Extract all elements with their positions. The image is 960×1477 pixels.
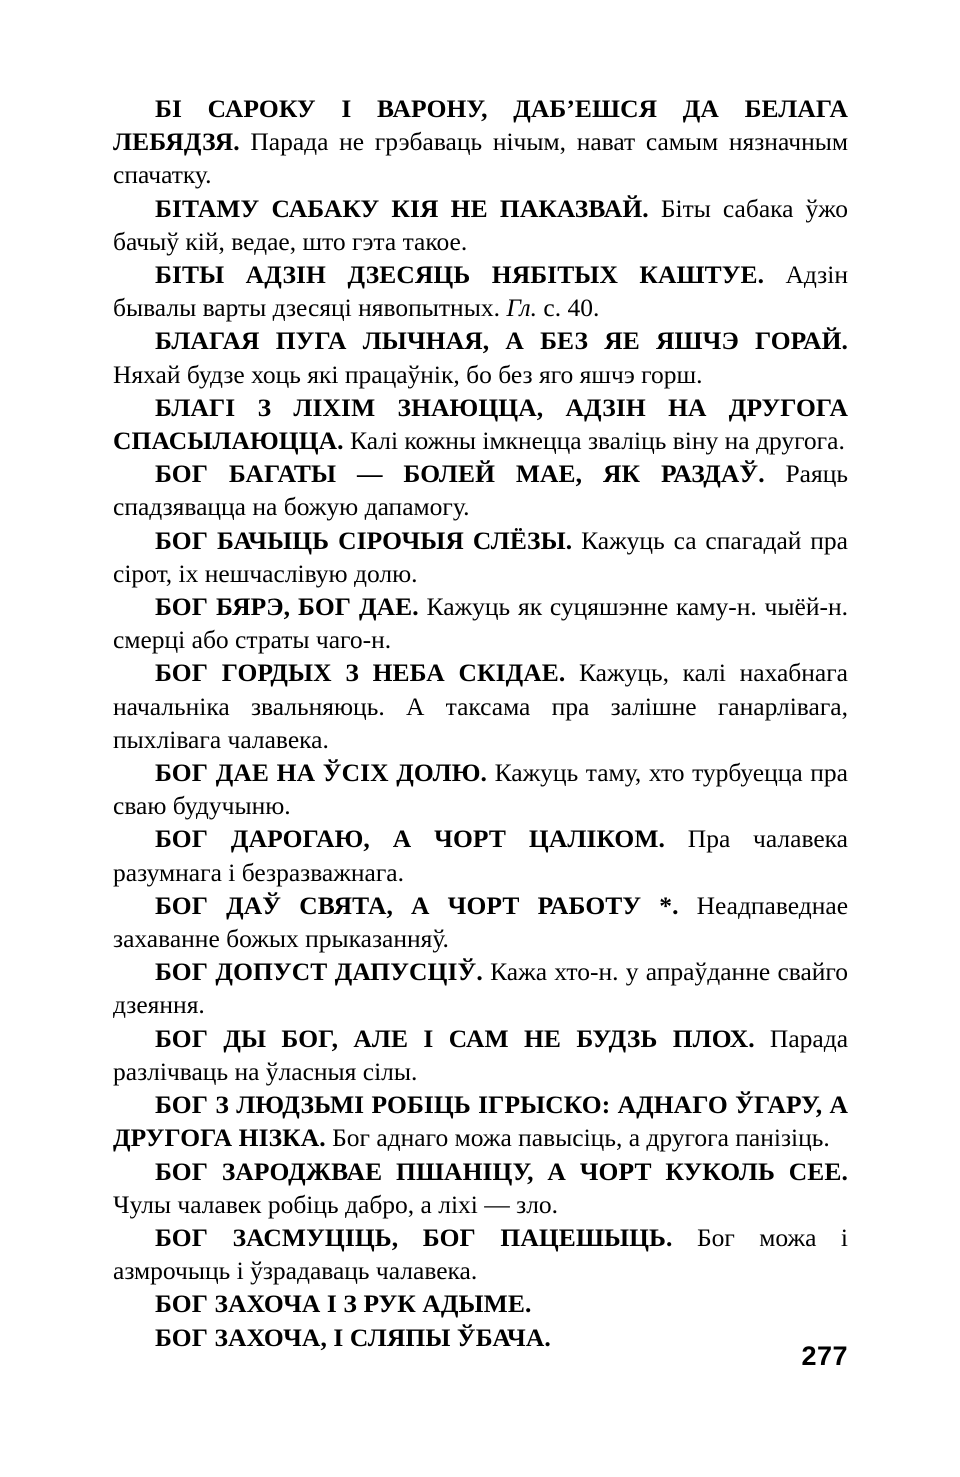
entry-headword: БОГ ДАРОГАЮ, А ЧОРТ ЦАЛІКОМ. <box>155 824 665 854</box>
dictionary-entry <box>113 756 848 822</box>
entry-reference-page: с. 40. <box>537 293 600 323</box>
entry-headword: БІ САРОКУ І ВАРОНУ, ДАБ’ЕШСЯ ДА БЕЛАГА ЛЕБЯДЗЯ. <box>113 94 848 157</box>
entry-headword: БОГ БАЧЫЦЬ СІРОЧЫЯ СЛЁЗЫ. <box>155 525 573 555</box>
entry-gloss: Кажуць са спагадай пра сірот, іх нешчаслівую долю. <box>113 525 849 588</box>
entry-headword: БОГ ДАЕ НА ЎСІХ ДОЛЮ. <box>155 758 487 788</box>
entry-gloss: Кажуць таму, хто турбуецца пра сваю будучыню. <box>113 758 848 821</box>
entry-gloss: Адзін бывалы варты дзесяці нявопытных. <box>113 260 848 323</box>
entry-headword: БОГ ДЫ БОГ, АЛЕ І САМ НЕ БУДЗЬ ПЛОХ. <box>155 1023 755 1053</box>
entry-gloss: Парада разлічваць на ўласныя сілы. <box>113 1023 849 1086</box>
entry-gloss: Кажуць як суцяшэнне каму-н. чыёй-н. смерці або страты чаго-н. <box>113 592 848 655</box>
dictionary-entry <box>113 822 848 888</box>
entry-headword: БОГ БЯРЭ, БОГ ДАЕ. <box>155 592 419 622</box>
entry-gloss: Пра чалавека разумнага і безразважнага. <box>113 824 848 887</box>
dictionary-entry <box>113 1088 848 1154</box>
dictionary-entry <box>113 1287 848 1320</box>
dictionary-entry <box>113 590 848 656</box>
dictionary-entry <box>113 457 848 523</box>
entry-headword: БОГ ГОРДЫХ З НЕБА СКІДАЕ. <box>155 658 566 688</box>
dictionary-entry <box>113 391 848 457</box>
dictionary-entry <box>113 524 848 590</box>
entry-headword: БІТЫ АДЗІН ДЗЕСЯЦЬ НЯБІТЫХ КАШТУЕ. <box>155 260 765 290</box>
entry-reference-abbrev: Гл. <box>506 293 537 323</box>
dictionary-entry <box>113 656 848 756</box>
entry-gloss: Раяць спадзявацца на божую дапамогу. <box>113 459 848 522</box>
entry-headword: БОГ ДАЎ СВЯТА, А ЧОРТ РАБОТУ <box>155 890 642 920</box>
entry-headword: БОГ БАГАТЫ — БОЛЕЙ МАЕ, ЯК РАЗДАЎ. <box>155 459 765 489</box>
entry-gloss: Біты сабака ўжо бачыў кій, ведае, што гэта такое. <box>113 193 849 256</box>
entry-gloss: Кажа хто-н. у апраўданне свайго дзеяння. <box>113 957 849 1020</box>
dictionary-entry <box>113 1022 848 1088</box>
entry-headword: БІТАМУ САБАКУ КІЯ НЕ ПАКАЗВАЙ. <box>155 193 649 223</box>
dictionary-entry <box>113 92 848 192</box>
text-column <box>113 92 848 1354</box>
entry-headword: БОГ ЗАСМУЦІЦЬ, БОГ ПАЦЕШЫЦЬ. <box>155 1222 673 1252</box>
entry-headword: БОГ ЗАХОЧА І З РУК АДЫМЕ. <box>155 1289 532 1319</box>
entry-gloss: Неадпаведнае захаванне божых прыказанняў. <box>113 890 849 954</box>
dictionary-entry <box>113 324 848 390</box>
dictionary-entry: БОГ ДАЎ СВЯТА, А ЧОРТ РАБОТУ *. Неадпаведнае захаванне божых прыказанняў. <box>113 890 849 954</box>
entry-gloss: Чулы чалавек робіць дабро, а ліхі — зло. <box>113 1189 559 1219</box>
entry-gloss: Бог аднаго можа павысіць, а другога панізіць. <box>332 1123 830 1153</box>
dictionary-entry <box>113 1155 848 1221</box>
dictionary-entry <box>113 1221 848 1287</box>
footnote-marker: * <box>659 890 673 920</box>
page-number: 277 <box>801 1341 848 1371</box>
entry-gloss: Бог можа і азмрочыць і ўзрадаваць чалавека. <box>113 1222 849 1286</box>
entry-headword: БОГ ДОПУСТ ДАПУСЦІЎ. <box>155 957 483 987</box>
entry-headword: БЛАГІ З ЛІХІМ ЗНАЮЦЦА, АДЗІН НА ДРУГОГА СПАСЫЛАЮЦЦА. <box>113 392 848 456</box>
entry-headword: БОГ ЗАРОДЖВАЕ ПШАНІЦУ, А ЧОРТ КУКОЛЬ СЕЕ. <box>155 1156 848 1186</box>
entry-gloss: Кажуць, калі нахабнага начальніка звальняюць. А таксама пра залішне ганарлівага, пыхлівага чалавека. <box>113 658 849 754</box>
entry-headword: БЛАГАЯ ПУГА ЛЫЧНАЯ, А БЕЗ ЯЕ ЯШЧЭ ГОРАЙ. <box>155 326 848 356</box>
entry-gloss: Няхай будзе хоць які працаўнік, бо без яго яшчэ горш. <box>113 359 703 389</box>
entry-headword: БОГ ЗАХОЧА, І СЛЯПЫ ЎБАЧА. <box>155 1322 551 1352</box>
dictionary-entry <box>113 955 848 1021</box>
dictionary-entry <box>113 258 848 324</box>
entry-headword: БОГ З ЛЮДЗЬМІ РОБІЦЬ ІГРЫСКО: АДНАГО ЎГАРУ, А ДРУГОГА НІЗКА. <box>113 1090 848 1153</box>
entry-gloss: Парада не грэбаваць нічым, нават самым нязначным спачатку. <box>113 127 848 190</box>
dictionary-entry <box>113 192 848 258</box>
entry-gloss: Калі кожны імкнецца зваліць віну на другога. <box>350 426 845 456</box>
